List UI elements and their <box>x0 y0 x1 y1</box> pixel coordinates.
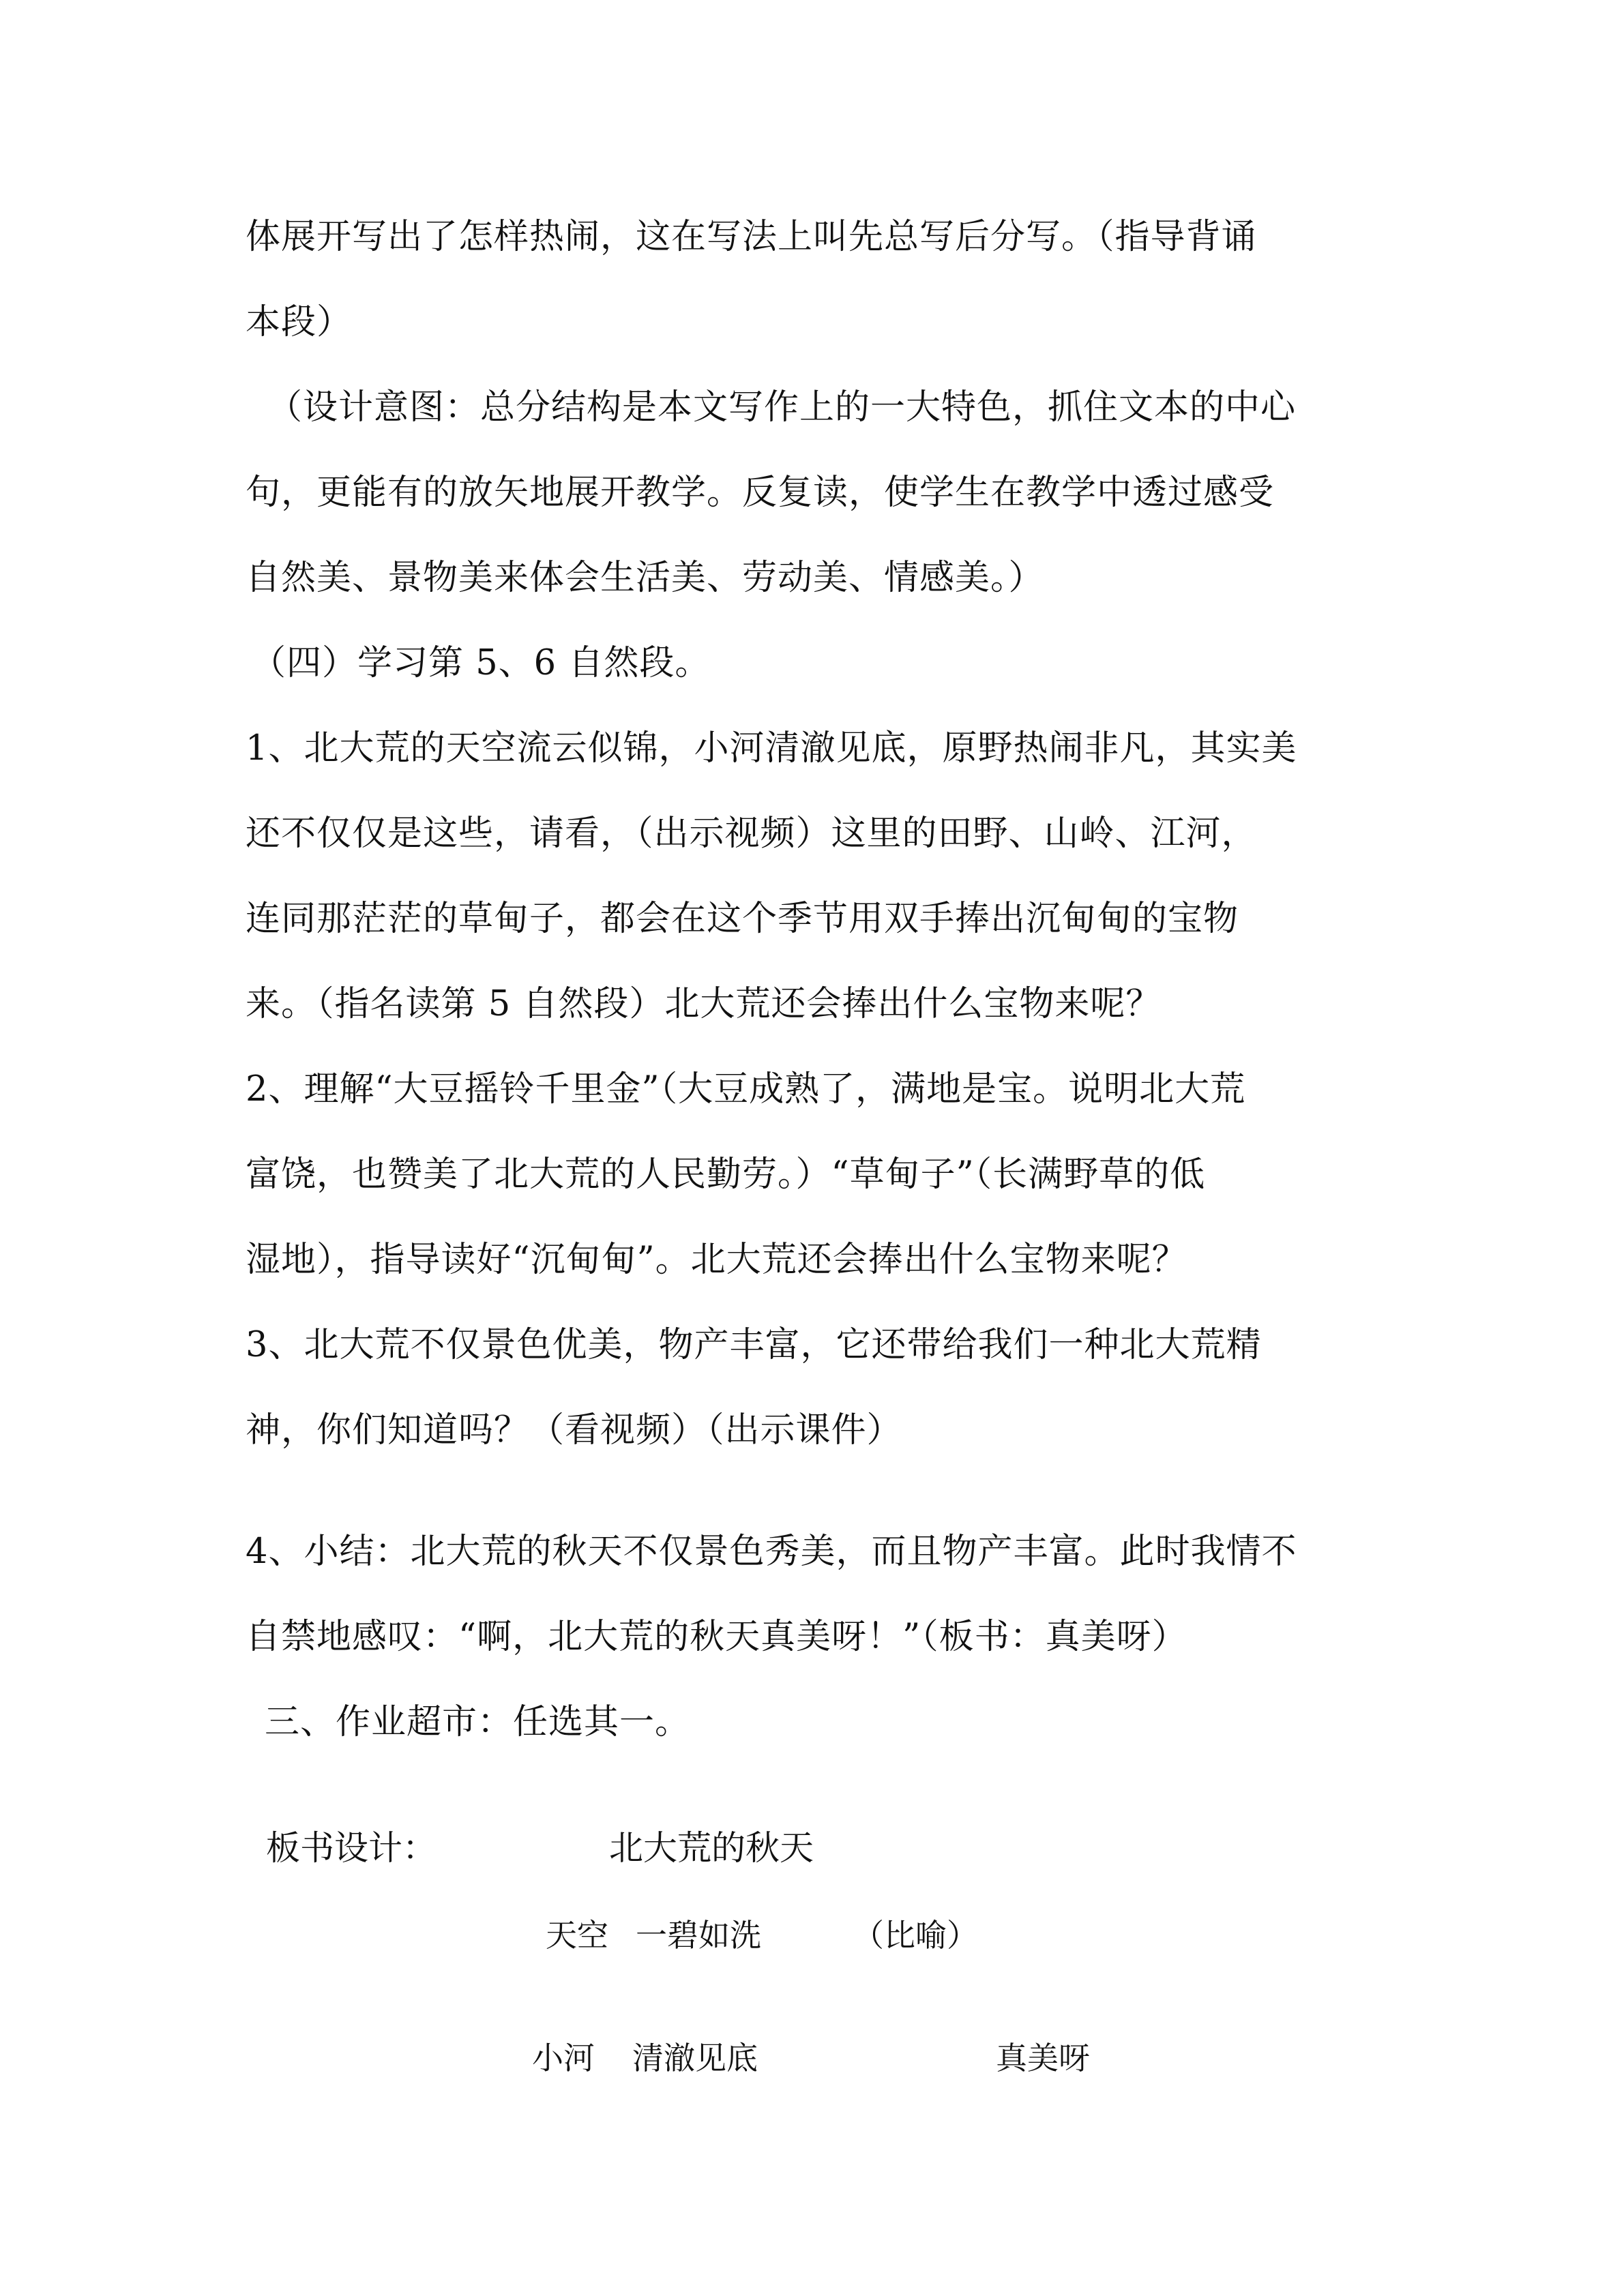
paragraph-line: 1、北大荒的天空流云似锦，小河清澈见底，原野热闹非凡，其实美 <box>246 728 1297 769</box>
paragraph-line: 2、理解“大豆摇铃千里金”（大豆成熟了，满地是宝。说明北大荒 <box>246 1069 1246 1109</box>
section-heading: 三、作业超市：任选其一。 <box>265 1702 691 1742</box>
paragraph-line: 富饶，也赞美了北大荒的人民勤劳。）“草甸子”（长满野草的低 <box>246 1154 1206 1195</box>
board-row1-desc: 一碧如洗 <box>636 1917 761 1954</box>
paragraph-line: 3、北大荒不仅景色优美，物产丰富，它还带给我们一种北大荒精 <box>246 1325 1262 1365</box>
paragraph-line: 4、小结：北大荒的秋天不仅景色秀美，而且物产丰富。此时我情不 <box>246 1532 1297 1572</box>
paragraph-line: 句，更能有的放矢地展开教学。反复读，使学生在教学中透过感受 <box>246 473 1275 513</box>
board-row1-item: 天空 <box>546 1917 608 1954</box>
section-heading: （四）学习第 5、6 自然段。 <box>251 643 711 683</box>
paragraph-line: 神，你们知道吗？（看视频）（出示课件） <box>246 1410 902 1450</box>
paragraph-line: 自然美、景物美来体会生活美、劳动美、情感美。） <box>246 558 1044 598</box>
board-title: 北大荒的秋天 <box>609 1828 814 1868</box>
paragraph-line: 体展开写出了怎样热闹，这在写法上叫先总写后分写。（指导背诵 <box>246 217 1257 257</box>
paragraph-line: 来。（指名读第 5 自然段）北大荒还会捧出什么宝物来呢？ <box>246 984 1162 1024</box>
paragraph-line: 本段） <box>246 302 353 342</box>
paragraph-line: 自禁地感叹：“啊，北大荒的秋天真美呀！”（板书：真美呀） <box>246 1617 1187 1657</box>
design-intent-line: （设计意图：总分结构是本文写作上的一大特色，抓住文本的中心 <box>267 387 1297 428</box>
board-row2-item: 小河 <box>532 2040 595 2076</box>
board-row2-note: 真美呀 <box>996 2040 1090 2076</box>
board-label: 板书设计： <box>266 1828 437 1868</box>
paragraph-line: 连同那茫茫的草甸子，都会在这个季节用双手捧出沉甸甸的宝物 <box>246 899 1239 939</box>
paragraph-line: 湿地），指导读好“沉甸甸”。北大荒还会捧出什么宝物来呢？ <box>246 1240 1187 1280</box>
board-row2-desc: 清澈见底 <box>632 2040 758 2076</box>
board-row1-note: （比喻） <box>853 1917 978 1954</box>
paragraph-line: 还不仅仅是这些，请看，（出示视频）这里的田野、山岭、江河， <box>246 814 1257 854</box>
